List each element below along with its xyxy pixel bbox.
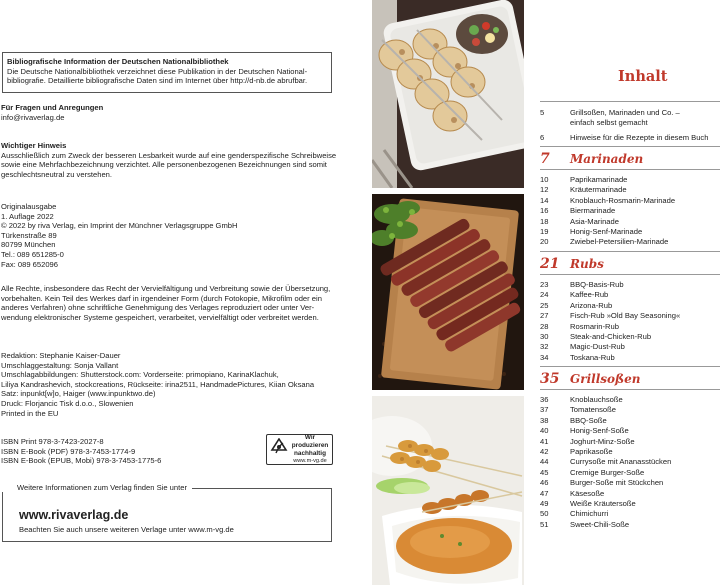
toc-entry-text: Grillsoßen, Marinaden und Co. – einfach selbst gemacht [570, 108, 680, 128]
edition-line: 1. Auflage 2022 [1, 211, 54, 221]
edition-line: 80799 München [1, 240, 56, 250]
toc-entry[interactable]: 25 Arizona-Rub [540, 300, 613, 310]
recycling-leaf-icon [270, 438, 288, 461]
toc-entry[interactable]: 42 Paprikasoße [540, 447, 613, 457]
chapter-title: Rubs [570, 257, 604, 271]
toc-page [526, 0, 720, 585]
toc-entry[interactable]: 30 Steak-and-Chicken-Rub [540, 332, 652, 342]
edition-line: Türkenstraße 89 [1, 230, 57, 240]
photo-sliced-steak [372, 194, 524, 390]
credits-line: Satz: inpunkt[w]o, Haiger (www.inpunktwo.de) [1, 389, 156, 399]
isbn-line: ISBN Print 978-3-7423-2027-8 [1, 437, 104, 446]
toc-entry[interactable]: 28 Rosmarin-Rub [540, 321, 619, 331]
bib-line: Die Deutsche Nationalbibliothek verzeichnet diese Publikation in der Deutschen National- [7, 66, 308, 76]
notice-line: geschlechtsneutral zu verstehen. [1, 169, 113, 179]
rights-line: anderes Verfahren) ohne schriftliche Genehmigung des Verlages reproduziert oder unter Ver- [1, 303, 315, 313]
toc-list-rubs [540, 280, 720, 363]
toc-entry[interactable] [540, 108, 720, 129]
notice-line: Ausschließlich zum Zweck der besseren Lesbarkeit wurde auf eine genderspezifische Schreibweise [1, 150, 337, 160]
toc-entry[interactable]: 10 Paprikamarinade [540, 175, 628, 184]
isbn-line: ISBN E-Book (EPUB, Mobi) 978-3-7453-1775-6 [1, 456, 162, 466]
contact-block [1, 103, 341, 122]
rights-line: vorbehalten. Kein Teil des Werkes darf in irgendeiner Form (durch Fotokopie, Mikrofilm oder ein [1, 293, 322, 303]
contact-heading: Für Fragen und Anregungen [1, 103, 104, 112]
rights-line: wendung elektronischer Systeme gespeichert, verarbeitet, vervielfältigt oder verbreitet werden. [1, 312, 319, 322]
chapter-heading-grillsossen[interactable] [540, 371, 640, 387]
credits-line: Umschlagabbildungen: Shutterstock.com: Vorderseite: primopiano, KarinaKlachuk, [1, 370, 279, 380]
credits-line: Umschlaggestaltung: Sonja Vallant [1, 360, 119, 370]
toc-list-grillsossen [540, 395, 720, 530]
credits-line: Printed in the EU [1, 408, 59, 418]
divider [540, 169, 720, 170]
divider [540, 251, 720, 252]
toc-entry[interactable]: 12 Kräutermarinade [540, 185, 627, 195]
badge-url[interactable]: www.m-vg.de [293, 458, 327, 464]
edition-line: Originalausgabe [1, 202, 57, 211]
toc-entry[interactable]: 32 Magic-Dust-Rub [540, 342, 625, 352]
edition-line: Tel.: 089 651285-0 [1, 249, 64, 259]
bib-heading: Bibliografische Information der Deutschen Nationalbibliothek [7, 57, 229, 66]
publisher-info-note: Beachten Sie auch unsere weiteren Verlage unter www.m-vg.de [19, 525, 234, 534]
toc-entry[interactable]: 38 BBQ-Soße [540, 415, 607, 425]
toc-entry[interactable]: 24 Kaffee-Rub [540, 290, 609, 300]
toc-entry[interactable]: 44 Currysoße mit Ananasstücken [540, 457, 672, 467]
chapter-heading-marinaden[interactable] [540, 151, 643, 167]
chapter-title: Marinaden [570, 152, 644, 166]
toc-entry[interactable]: 50 Chimichurri [540, 509, 609, 519]
photo-chicken-skewers [372, 0, 524, 188]
photo-column [372, 0, 524, 585]
credits-block [1, 351, 341, 418]
credits-line: Redaktion: Stephanie Kaiser-Dauer [1, 351, 121, 360]
divider [540, 274, 720, 275]
photo-satay-peanut-sauce [372, 396, 524, 585]
publisher-info-box [2, 483, 332, 542]
isbn-line: ISBN E-Book (PDF) 978-3-7453-1774-9 [1, 446, 136, 456]
notice-line: sowie eine Mehrfachbezeichnung verzichtet. Alle personenbezogenen Bezeichnungen sind somit [1, 160, 327, 170]
toc-entry[interactable]: 51 Sweet-Chili-Soße [540, 519, 630, 529]
credits-line: Liliya Kandrashevich, stockcreations, Rückseite: irina2511, HandmadePictures, Kiian Oksana [1, 379, 315, 389]
toc-entry[interactable]: 36 Knoblauchsoße [540, 395, 623, 404]
toc-entry[interactable]: 19 Honig-Senf-Marinade [540, 227, 643, 237]
toc-page-num: 5 [540, 108, 545, 117]
publisher-info-intro: Weitere Informationen zum Verlag finden Sie unter [1, 483, 192, 492]
toc-entry[interactable]: 34 Toskana-Rub [540, 352, 615, 362]
chapter-page-num: 35 [540, 371, 560, 387]
chapter-heading-rubs[interactable] [540, 256, 604, 272]
chapter-page-num: 21 [540, 256, 560, 272]
rights-block [1, 284, 341, 322]
publisher-url[interactable]: www.rivaverlag.de [19, 508, 129, 522]
toc-entry[interactable]: 14 Knoblauch-Rosmarin-Marinade [540, 195, 676, 205]
toc-page-num: 6 [540, 132, 545, 142]
toc-entry[interactable]: 16 Biermarinade [540, 206, 616, 216]
divider [540, 146, 720, 147]
toc-entry-text: Hinweise für die Rezepte in diesem Buch [570, 132, 709, 142]
divider [540, 101, 720, 102]
toc-intro [540, 108, 720, 143]
sustainability-badge [266, 434, 333, 465]
toc-entry[interactable]: 41 Joghurt-Minz-Soße [540, 436, 635, 446]
credits-line: Druck: Florjancic Tisk d.o.o., Slowenien [1, 398, 134, 408]
badge-line2: nachhaltig [294, 450, 326, 457]
toc-entry[interactable]: 37 Tomatensoße [540, 405, 617, 415]
bibliographic-info-box [2, 52, 332, 93]
toc-entry[interactable]: 46 Burger-Soße mit Stückchen [540, 478, 664, 488]
badge-text [288, 434, 332, 465]
divider [540, 389, 720, 390]
toc-entry[interactable] [540, 133, 720, 143]
rights-line: Alle Rechte, insbesondere das Recht der Vervielfältigung und Verbreitung sowie der Übersetzung, [1, 284, 331, 293]
chapter-title: Grillsoßen [570, 372, 641, 386]
notice-block [1, 141, 341, 179]
divider [540, 366, 720, 367]
toc-entry[interactable]: 27 Fisch-Rub »Old Bay Seasoning« [540, 311, 681, 321]
edition-line: © 2022 by riva Verlag, ein Imprint der Münchner Verlagsgruppe GmbH [1, 221, 238, 231]
bib-line: bibliografie. Detaillierte bibliografische Daten sind im Internet über http://d-nb.de abrufbar. [7, 76, 308, 86]
toc-title: Inhalt [618, 68, 668, 85]
toc-entry[interactable]: 40 Honig-Senf-Soße [540, 426, 629, 436]
toc-list-marinaden [540, 175, 720, 248]
chapter-page-num: 7 [540, 151, 550, 167]
toc-entry[interactable]: 18 Asia-Marinade [540, 216, 619, 226]
toc-entry[interactable]: 45 Cremige Burger-Soße [540, 467, 645, 477]
toc-entry[interactable]: 20 Zwiebel-Petersilien-Marinade [540, 237, 669, 247]
toc-entry[interactable]: 23 BBQ-Basis-Rub [540, 280, 624, 289]
badge-line1: Wir produzieren [291, 434, 329, 449]
toc-entry[interactable]: 47 Käsesoße [540, 488, 605, 498]
contact-email[interactable]: info@rivaverlag.de [1, 112, 65, 122]
edition-block [1, 202, 341, 269]
notice-heading: Wichtiger Hinweis [1, 141, 67, 150]
edition-line: Fax: 089 652096 [1, 259, 58, 269]
toc-entry[interactable]: 49 Weiße Kräutersoße [540, 499, 636, 509]
